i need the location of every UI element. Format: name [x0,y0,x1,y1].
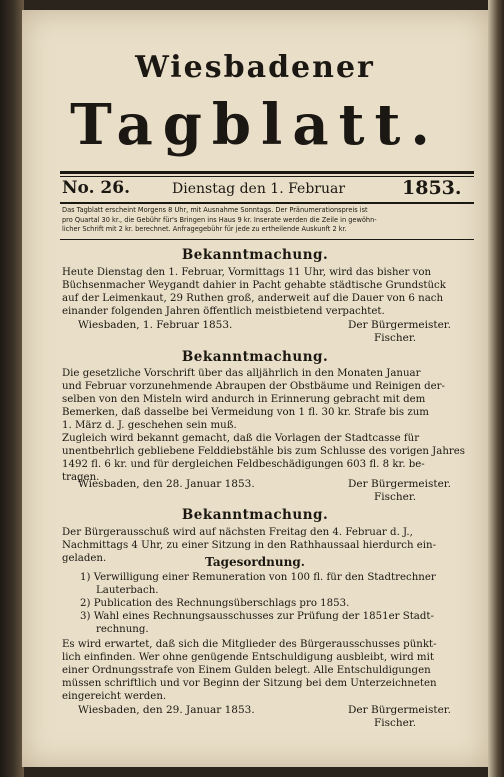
signatory-title: Der Bürgermeister. [348,319,451,331]
signatory-name: Fischer. [374,717,417,729]
text-line: eingereicht werden. [62,691,167,702]
text-line: 1. März d. J. geschehen sein muß. [62,420,237,431]
signatory-title: Der Bürgermeister. [348,704,451,716]
section-heading: Bekanntmachung. [181,349,329,365]
text-line: lich einfinden. Wer ohne genügende Entschuldigung ausbleibt, wird mit [62,652,434,663]
agenda-item: 1) Verwilligung einer Remuneration von 100 fl. für den Stadtrechner [80,572,436,583]
section-body [62,367,476,484]
text-line: Heute Dienstag den 1. Februar, Vormittags 11 Uhr, wird das bisher von [62,267,432,278]
text-line: und Februar vorzunehmende Abraupen der Obstbäume und Reinigen der- [62,381,445,392]
section-heading: Bekanntmachung. [181,247,329,263]
place-date: Wiesbaden, 1. Februar 1853. [78,319,233,331]
text-line: tragen. [62,472,100,483]
divider [60,239,474,240]
agenda-item-continuation: rechnung. [96,624,149,635]
text-line: auf der Leimenkaut, 29 Ruthen groß, anderweit auf die Dauer von 6 nach [62,293,444,304]
divider [60,171,474,174]
text-line: Büchsenmacher Weygandt dahier in Pacht gehabte städtische Grundstück [62,280,446,291]
signatory-name: Fischer. [374,332,417,344]
section-body [62,266,476,318]
text-line: unentbehrlich gebliebene Felddiebstähle bis zum Schlusse des vorigen Jahres [62,446,466,457]
signatory-title: Der Bürgermeister. [348,478,451,490]
text-line: Nachmittags 4 Uhr, zu einer Sitzung in den Rathhaussaal hierdurch ein- [62,540,437,551]
text-line: Es wird erwartet, daß sich die Mitglieder des Bürgerausschusses pünkt- [62,639,437,650]
text-line: geladen. [62,553,107,564]
agenda-item-continuation: Lauterbach. [96,585,159,596]
notice-line: Das Tagblatt erscheint Morgens 8 Uhr, mit Ausnahme Sonntags. Der Pränumerationspreis ist [62,206,368,214]
issue-date: Dienstag den 1. Februar [172,181,346,197]
masthead-line2: Tagblatt. [70,92,440,158]
text-line: Der Bürgerausschuß wird auf nächsten Freitag den 4. Februar d. J., [62,527,413,538]
agenda-list [80,571,476,636]
text-line: Bemerken, daß dasselbe bei Vermeidung von 1 fl. 30 kr. Strafe bis zum [62,407,429,418]
section-heading: Bekanntmachung. [181,507,329,523]
text-line: einander folgenden Jahren öffentlich meistbietend verpachtet. [62,306,385,317]
text-line: Die gesetzliche Vorschrift über das alljährlich in den Monaten Januar [62,368,421,379]
masthead-line1: Wiesbadener [135,50,375,85]
text-line: selben von den Misteln wird andurch in Erinnerung gebracht mit dem [62,394,426,405]
agenda-item: 3) Wahl eines Rechnungsausschusses zur Prüfung der 1851er Stadt- [80,611,434,622]
agenda-item: 2) Publication des Rechnungsüberschlags pro 1853. [80,598,350,609]
text-line: müssen schriftlich und vor Beginn der Sitzung bei dem Unterzeichneten [62,678,437,689]
text-line: Zugleich wird bekannt gemacht, daß die Vorlagen der Stadtcasse für [62,433,420,444]
notice-line: licher Schrift mit 2 kr. berechnet. Anfragegebühr für jede zu ertheilende Auskunft 2 kr. [62,225,347,233]
divider [60,202,474,204]
issue-number: No. 26. [62,178,130,198]
notice-line: pro Quartal 30 kr., die Gebühr für's Bringen ins Haus 9 kr. Inserate werden die Zeile in gewöhn- [62,215,377,224]
text-line: 1492 fl. 6 kr. und für dergleichen Feldbeschädigungen 603 fl. 8 kr. be- [62,459,425,470]
newspaper-sheet [22,10,488,767]
place-date: Wiesbaden, den 29. Januar 1853. [78,704,255,716]
page-edge [488,0,504,777]
text-line: einer Ordnungsstrafe von Einem Gulden belegt. Alle Entschuldigungen [62,665,431,676]
issue-year: 1853. [402,177,462,199]
subscription-notice [62,206,472,235]
agenda-heading: Tagesordnung. [205,555,305,569]
place-date: Wiesbaden, den 28. Januar 1853. [78,478,255,490]
section-closing [62,638,476,703]
book-spine [0,0,24,777]
signatory-name: Fischer. [374,491,417,503]
